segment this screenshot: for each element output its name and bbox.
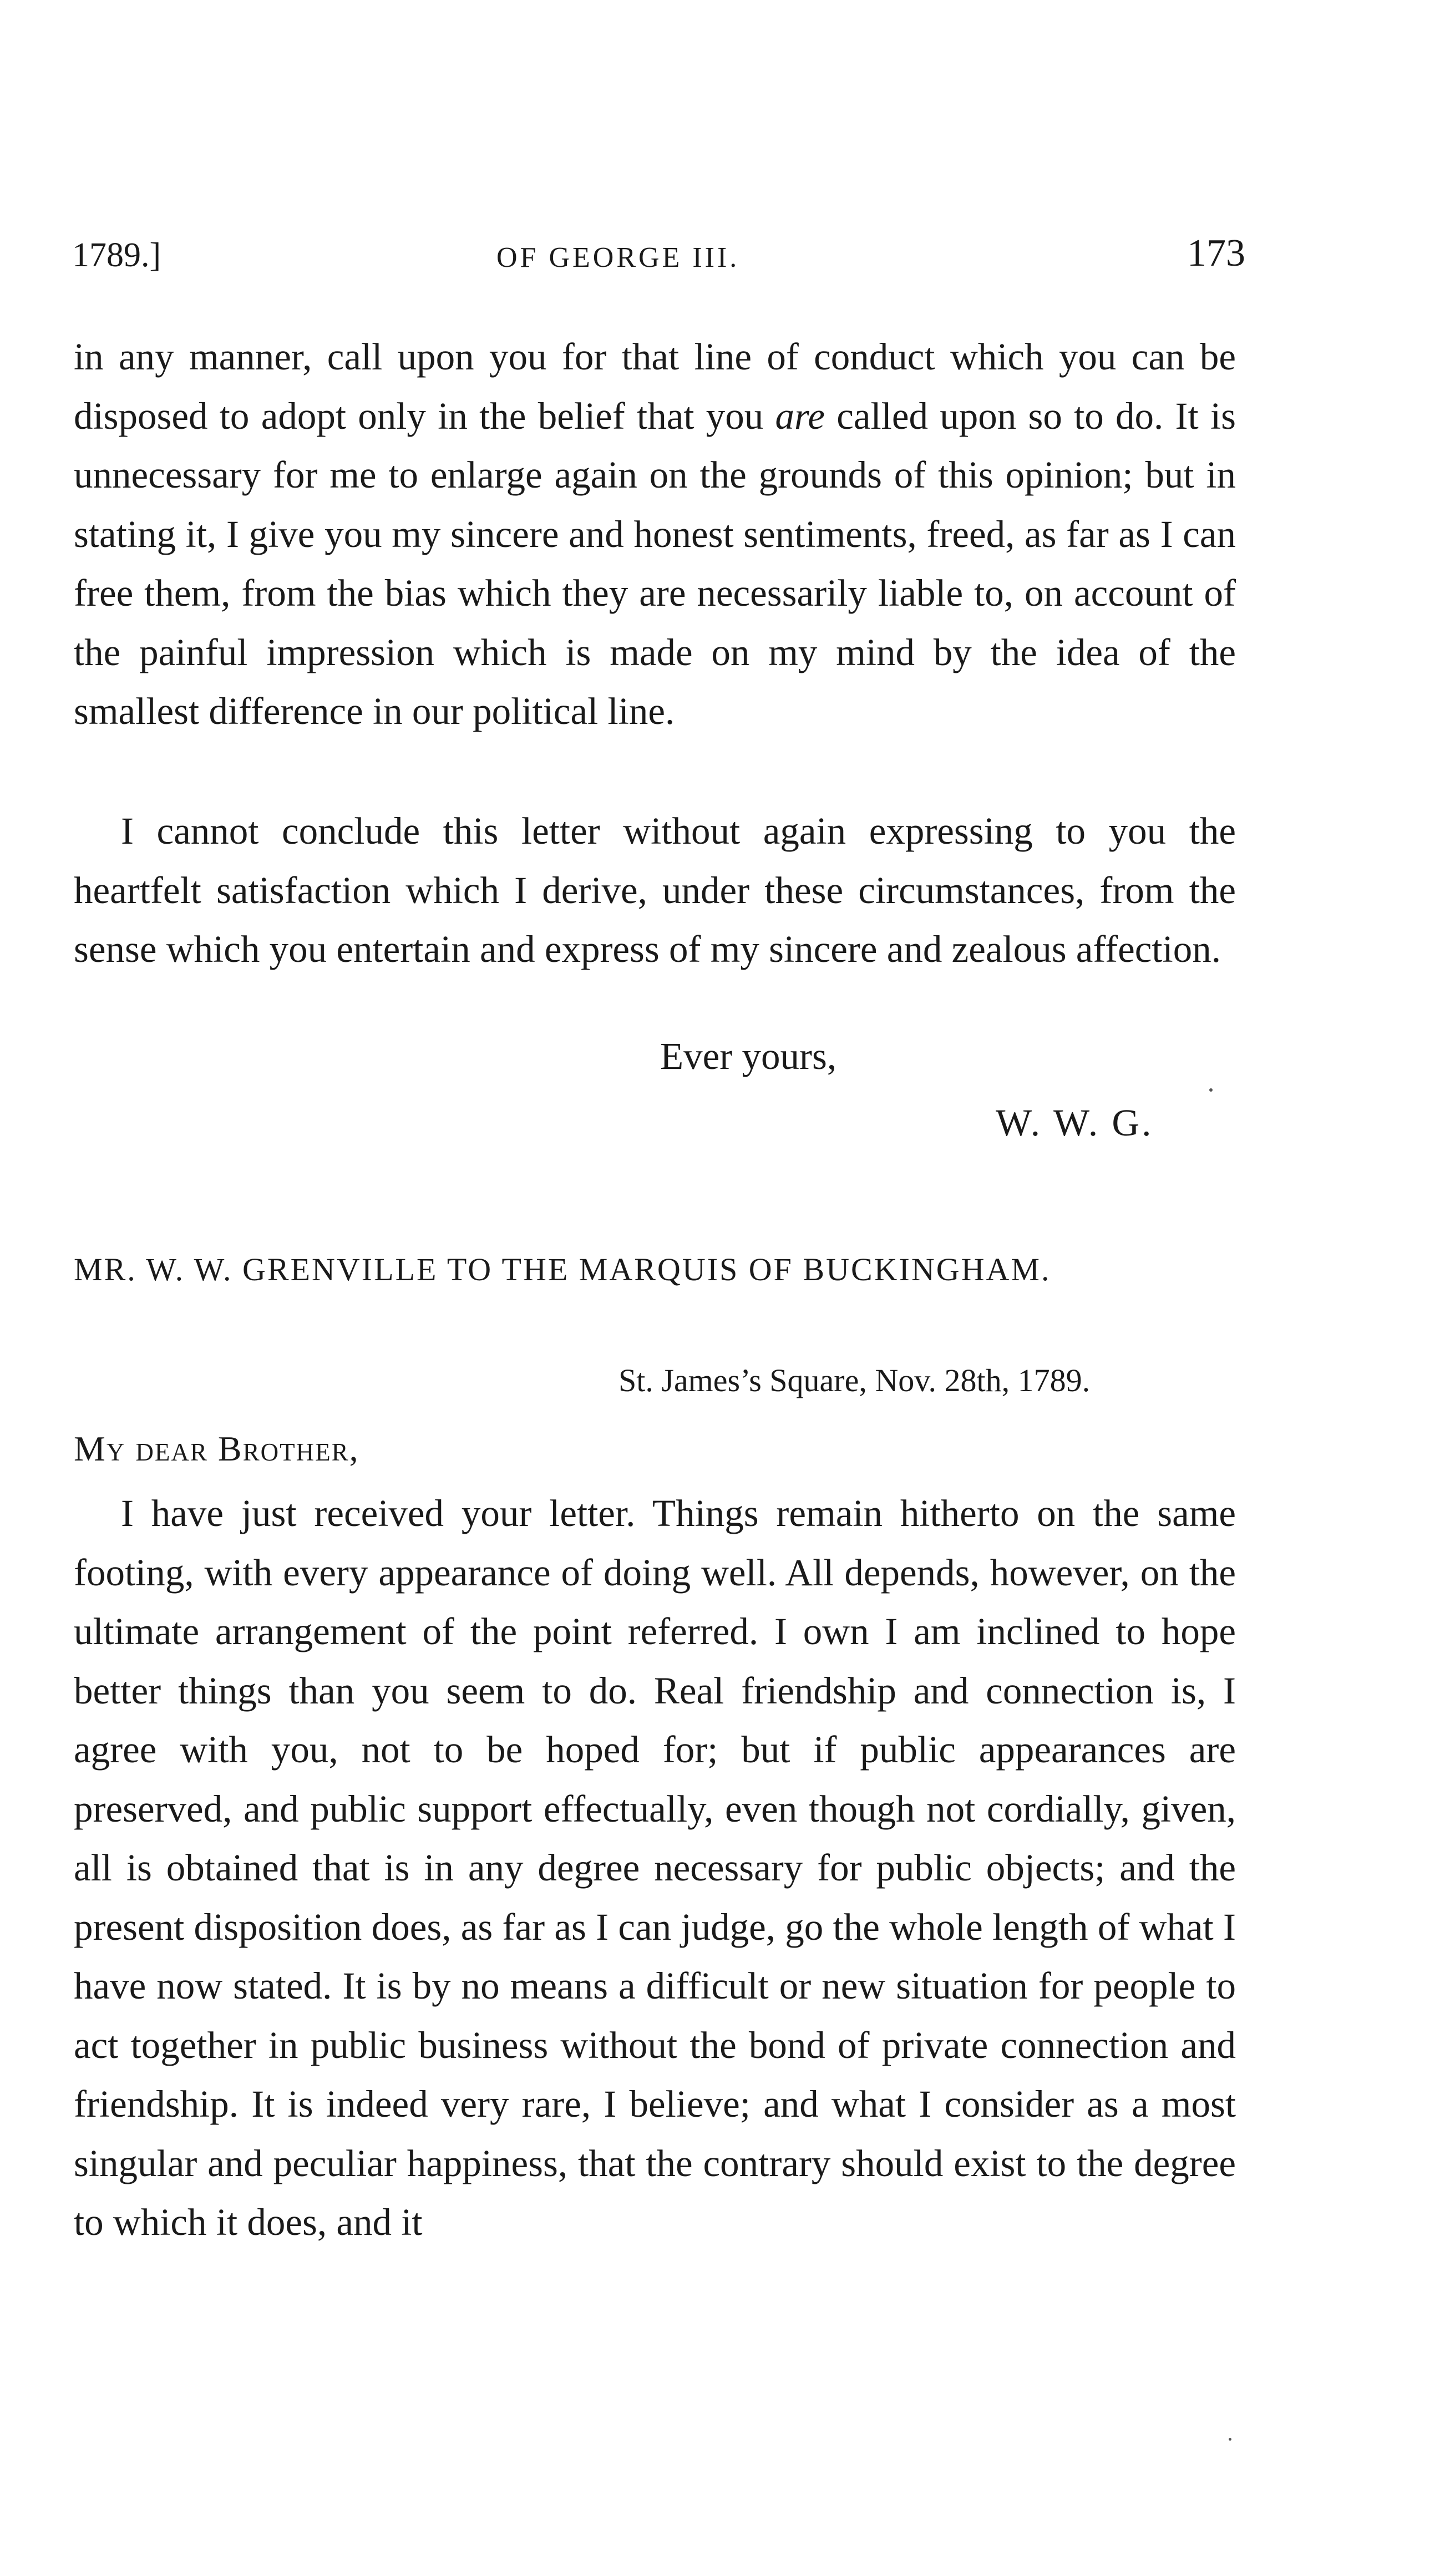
letter2-dateline: St. James’s Square, Nov. 28th, 1789. [618,1362,1091,1398]
print-speck [1209,1088,1213,1092]
letter1-closing: Ever yours, [660,1035,837,1077]
letter1-p1-emphasis: are [775,394,825,437]
letter1-paragraph-1 [74,327,1236,741]
letter2-p1-text: I have just received your letter. Things remain hitherto on the same footing, with every appearance of doing well. All depends, however, on the ultimate arrangement of the point referred. I own I am inclined to hope better things than you seem to do. Real friendship and connection is, I agree with you, not to be hoped for; but if public appearances are preserved, and public support effectually, even though not cordially, given, all is obtained that is in any degree necessary for public objects; and the present disposition does, as far as I can judge, go the whole length of what I have now stated. It is by no means a difficult or new situation for people to act together in public business without the bond of private connection and friendship. It is indeed very rare, I believe; and what I consider as a most singular and peculiar happiness, that the contrary should exist to the degree to which it does, and it [74,1492,1236,2243]
header-title: OF GEORGE III. [496,242,740,273]
print-speck [1229,2438,1231,2441]
header-year: 1789.] [72,236,161,274]
letter1-p2-text: I cannot conclude this letter without again expressing to you the heartfelt satisfaction which I derive, under these circumstances, from the sense which you entertain and express of my sincere and zealous affection. [74,810,1236,970]
letter1-p1-text-a: in any manner, call upon you for that line of conduct which you can be disposed to adopt only in the belief that you [74,336,1236,437]
letter1-p1-text-b: called upon so to do. It is unnecessary for me to enlarge again on the grounds of this opinion; but in stating it, I give you my sincere and honest sentiments, freed, as far as I can free them, from the bias which they are necessarily liable to, on account of the painful impression which is made on my mind by the idea of the smallest difference in our political line. [74,394,1236,732]
letter2-salutation: My dear Brother, [74,1429,359,1468]
letter2-paragraph-1 [74,1484,1236,2252]
letter1-signature: W. W. G. [996,1102,1154,1144]
running-header [72,232,1245,286]
page-number: 173 [1187,232,1245,275]
letter2-heading: MR. W. W. GRENVILLE TO THE MARQUIS OF BUCKINGHAM. [74,1251,1051,1287]
letter1-paragraph-2 [74,802,1236,979]
